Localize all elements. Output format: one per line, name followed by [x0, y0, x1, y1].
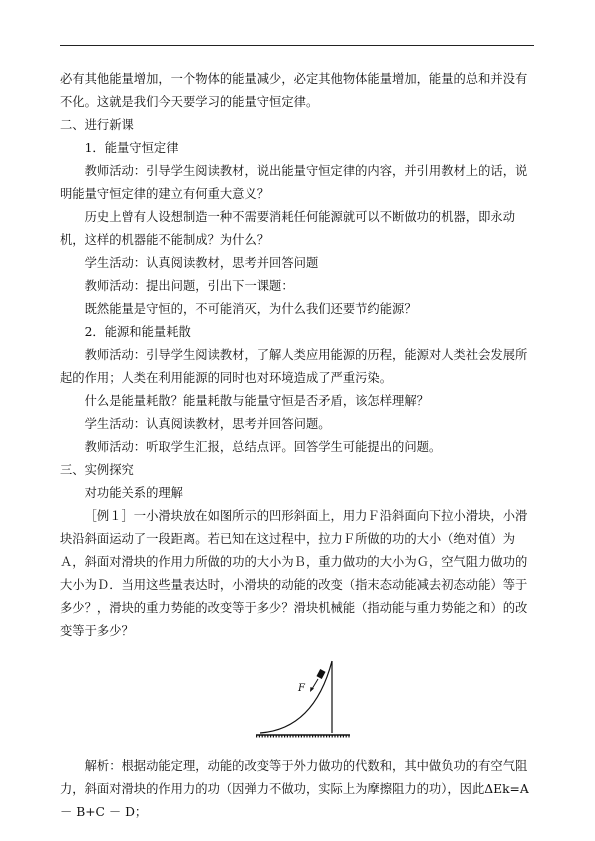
ground-hatching	[256, 735, 350, 736]
teacher-activity-paragraph: 教师活动：听取学生汇报，总结点评。回答学生可能提出的问题。	[84, 440, 442, 454]
teacher-activity-paragraph: 教师活动：提出问题，引出下一课题：	[84, 279, 294, 293]
header-rule	[60, 45, 534, 46]
subheading-energy-conservation: 1．能量守恒定律	[84, 141, 179, 155]
intro-paragraph: 必有其他能量增加，一个物体的能量减少，必定其他物体能量增加，能量的总和并没有不化。这就是我们今天要学习的能量守恒定律。	[60, 72, 528, 109]
question-paragraph: 既然能量是守恒的，不可能消灭，为什么我们还要节约能源？	[84, 302, 417, 316]
perpetual-motion-paragraph: 历史上曾有人设想制造一种不需要消耗任何能源就可以不断做功的机器，即永动机，这样的机器能不能制成？为什么？	[60, 210, 515, 247]
force-arrowhead	[310, 687, 314, 692]
concave-incline-diagram	[254, 649, 354, 741]
document-body	[60, 68, 538, 824]
slider-block	[316, 669, 325, 679]
example-paragraph: ［例１］一小滑块放在如图所示的凹形斜面上，用力Ｆ沿斜面向下拉小滑块，小滑块沿斜面运动了一段距离。若已知在这过程中，拉力Ｆ所做的功的大小（绝对值）为Ａ，斜面对滑块的作用力所做的功的大小为Ｂ，重力做功的大小为Ｇ，空气阻力做功的大小为Ｄ．当用这些量表达时，小滑块的动能的改变（指末态动能减去初态动能）等于多少？，滑块的重力势能的改变等于多少？滑块机械能（指动能与重力势能之和）的改变等于多少？	[60, 509, 528, 638]
student-activity-paragraph: 学生活动：认真阅读教材，思考并回答问题。	[84, 417, 331, 431]
student-activity-paragraph: 学生活动：认真阅读教材，思考并回答问题	[84, 256, 319, 270]
subheading-energy-dissipation: 2．能源和能量耗散	[84, 325, 191, 339]
teacher-activity-paragraph: 教师活动：引导学生阅读教材，了解人类应用能源的历程，能源对人类社会发展所起的作用；人类在利用能源的同时也对环境造成了严重污染。	[60, 348, 528, 385]
subheading-work-energy: 对功能关系的理解	[84, 486, 183, 500]
question-paragraph: 什么是能量耗散？能量耗散与能量守恒是否矛盾，该怎样理解？	[84, 394, 429, 408]
force-label: F	[298, 683, 305, 694]
solution-paragraph: 解析：根据动能定理，动能的改变等于外力做功的代数和，其中做负功的有空气阻力，斜面对滑块的作用力的功（因弹力不做功，实际上为摩擦阻力的功），因此ΔEk=A － B+C － D；	[60, 759, 529, 819]
section-heading-new-lesson: 二、进行新课	[60, 118, 134, 132]
incline-figure	[60, 643, 538, 749]
teacher-activity-paragraph: 教师活动：引导学生阅读教材，说出能量守恒定律的内容，并引用教材上的话，说明能量守恒定律的建立有何重大意义？	[60, 164, 528, 201]
section-heading-examples: 三、实例探究	[60, 463, 134, 477]
force-arrow	[312, 679, 318, 689]
